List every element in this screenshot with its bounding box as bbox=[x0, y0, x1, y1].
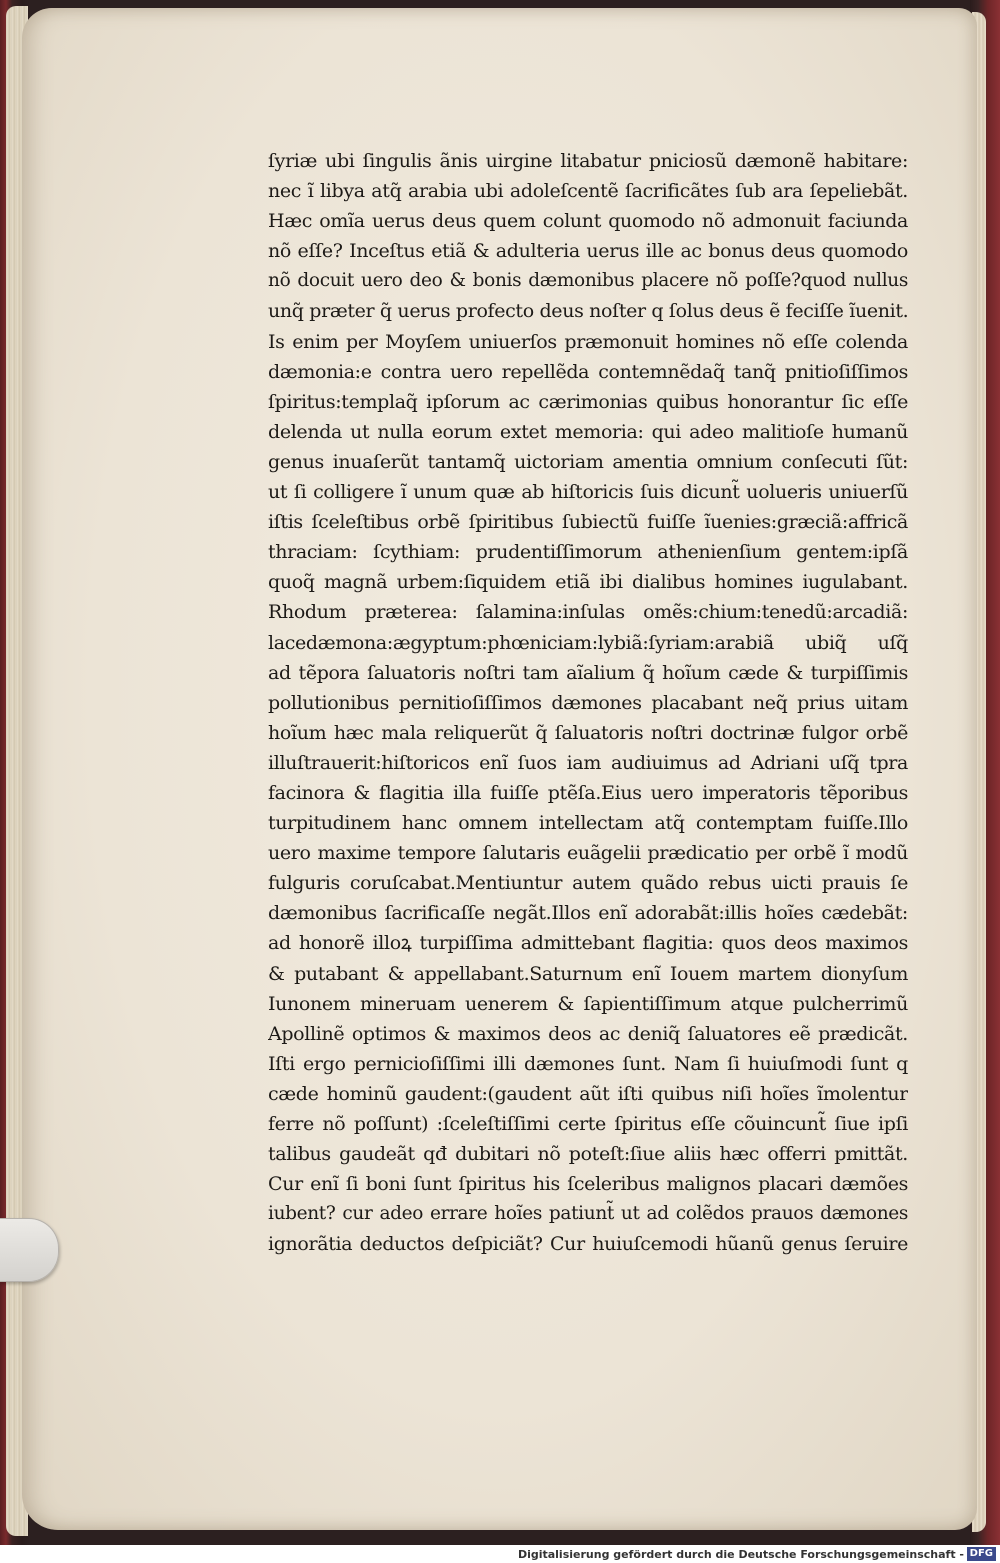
text-line: pollutionibus pernitioſiſſimos dæmones placabant neq̃ prius uitam bbox=[268, 691, 908, 714]
text-line: nõ eſſe? Inceſtus etiã & adulteria uerus ille ac bonus deus quomodo bbox=[268, 240, 908, 263]
text-line: ferre nõ poſſunt) :ſceleſtiſſimi certe ſpiritus eſſe cõuincunt̃ ſiue ipſi bbox=[268, 1113, 908, 1135]
text-line: turpitudinem hanc omnem intellectam atq̃ contemptam fuiſſe.Illo bbox=[268, 812, 908, 835]
text-line: Hæc omĩa uerus deus quem colunt quomodo nõ admonuit faciunda bbox=[268, 210, 908, 233]
text-line: Rhodum præterea: ſalamina:inſulas omẽs:chium:tenedũ:arcadiã: bbox=[268, 601, 908, 624]
footer-credit: Digitalisierung gefördert durch die Deutsche Forschungsgemeinschaft - bbox=[517, 1548, 964, 1561]
text-line: & putabant & appellabant.Saturnum enĩ Iouem martem dionyſum bbox=[268, 962, 908, 985]
dfg-logo: DFG bbox=[967, 1547, 996, 1561]
text-line: Apollinẽ optimos & maximos deos ac deniq̃ ſaluatores eẽ prædicãt. bbox=[268, 1022, 908, 1045]
text-line: thraciam: ſcythiam: prudentiſſimorum athenienſium gentem:ipſã bbox=[268, 541, 908, 564]
text-line: cæde hominũ gaudent:(gaudent aũt iſti quibus niſi hoĩes ĩmolentur bbox=[268, 1082, 908, 1105]
text-line: ignorãtia deductos deſpiciãt? Cur huiuſcemodi hũanũ genus ſeruire bbox=[268, 1233, 908, 1256]
text-line: nõ docuit uero deo & bonis dæmonibus placere nõ poſſe?quod nullus bbox=[268, 270, 908, 292]
text-line: quoq̃ magnã urbem:ſiquidem etiã ibi dialibus homines iugulabant. bbox=[268, 571, 908, 594]
footer-bar bbox=[0, 1545, 1000, 1563]
text-line: hoĩum hæc mala reliquerũt q̃ ſaluatoris noſtri doctrinæ fulgor orbẽ bbox=[268, 721, 908, 744]
text-line: Cur enĩ ſi boni ſunt ſpiritus his ſceleribus malignos placari dæmões bbox=[268, 1173, 908, 1196]
text-line: ad tẽpora ſaluatoris noſtri tam aĩalium q̃ hoĩum cæde & turpiſſimis bbox=[268, 661, 908, 684]
text-line: unq̃ præter q̃ uerus profecto deus noſter q ſolus deus ẽ feciſſe ĩuenit. bbox=[268, 300, 908, 323]
text-line: ad honorẽ illoꝝ turpiſſima admittebant flagitia: quos deos maximos bbox=[268, 932, 908, 955]
text-line: dæmonia:e contra uero repellẽda contemnẽdaq̃ tanq̃ pnitioſiſſimos bbox=[268, 360, 908, 383]
text-line: talibus gaudeãt qđ dubitari nõ poteſt:ſiue aliis hæc offerri pmittãt. bbox=[268, 1143, 908, 1166]
text-line: uero maxime tempore ſalutaris euãgelii prædicatio per orbẽ ĩ modũ bbox=[268, 842, 908, 865]
text-line: facinora & flagitia illa fuiſſe ptẽſa.Eius uero imperatoris tẽporibus bbox=[268, 781, 908, 804]
text-line: Is enim per Moyſem uniuerſos præmonuit homines nõ eſſe colenda bbox=[268, 330, 908, 353]
text-line: fulguris coruſcabat.Mentiuntur autem quãdo rebus uicti prauis ſe bbox=[268, 872, 908, 895]
text-line: ſyriæ ubi ſingulis ãnis uirgine litabatur pniciosũ dæmonẽ habitare: bbox=[268, 150, 908, 172]
text-line: ſpiritus:templaq̃ ipſorum ac cærimonias quibus honorantur ſic eſſe bbox=[268, 390, 908, 413]
text-line: Iſti ergo pernicioſiſſimi illi dæmones ſunt. Nam ſi huiuſmodi ſunt q bbox=[268, 1052, 908, 1075]
text-line: iubent? cur adeo errare hoĩes patiunt̃ ut ad colẽdos prauos dæmones bbox=[268, 1203, 908, 1225]
text-line: illuſtrauerit:hiſtoricos enĩ ſuos iam audiuimus ad Adriani uſq̃ tpra bbox=[268, 751, 908, 774]
text-line: ut ſi colligere ĩ unum quæ ab hiſtoricis ſuis dicunt̃ uolueris uniuerſũ bbox=[268, 481, 908, 504]
text-line: dæmonibus ſacrificaſſe negãt.Illos enĩ adorabãt:illis hoĩes cædebãt: bbox=[268, 902, 908, 925]
text-line: delenda ut nulla eorum extet memoria: qui adeo malitioſe humanũ bbox=[268, 420, 908, 443]
book-page bbox=[22, 8, 977, 1530]
text-line: Iunonem mineruam uenerem & ſapientiſſimum atque pulcherrimũ bbox=[268, 992, 908, 1015]
text-line: genus inuaſerũt tantamq̃ uictoriam amentia omnium conſecuti ſũt: bbox=[268, 450, 908, 473]
text-line: lacedæmona:ægyptum:phœniciam:lybiã:ſyriam:arabiã ubiq̃ uſq̃ bbox=[268, 631, 908, 654]
text-line: nec ĩ libya atq̃ arabia ubi adoleſcentẽ ſacrificãtes ſub ara ſepeliebãt. bbox=[268, 180, 908, 203]
text-line: iſtis ſceleſtibus orbẽ ſpiritibus ſubiectũ fuiſſe ĩuenies:græciã:affricã bbox=[268, 511, 908, 534]
page-text-block bbox=[268, 146, 908, 1259]
page-tab-marker bbox=[0, 1218, 59, 1282]
